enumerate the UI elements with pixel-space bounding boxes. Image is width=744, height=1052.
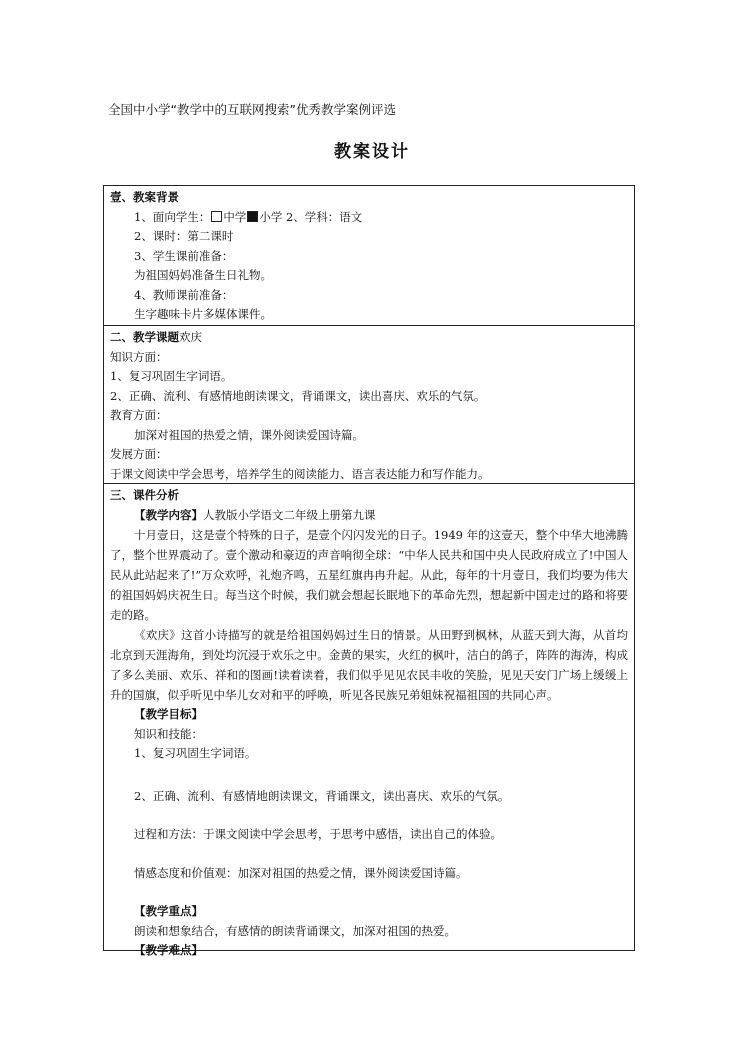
goal-item: 1、复习巩固生字词语。 [134, 746, 257, 760]
goals-subheading: 知识和技能： [134, 726, 203, 741]
topic-line: 2、正确、流利、有感情地朗读课文，背诵课文，读出喜庆、欢乐的气氛。 [110, 388, 486, 403]
section-2-topic: 欢庆 [179, 330, 202, 344]
section-topic [104, 326, 634, 484]
middle-school-label: 中学 [223, 209, 247, 224]
teacher-prep-heading: 4、教师课前准备： [134, 287, 234, 302]
key-points-label: 【教学重点】 [134, 904, 203, 918]
section-1-heading: 壹、教案背景 [110, 190, 179, 204]
topic-line: 1、复习巩固生字词语。 [110, 369, 233, 383]
primary-school-checkbox[interactable] [247, 211, 258, 222]
document-title: 教案设计 [334, 142, 410, 162]
target-students-line [110, 208, 628, 228]
difficulties-label: 【教学难点】 [134, 943, 203, 957]
teaching-content-text: 人教版小学语文二年级上册第九课 [203, 507, 376, 522]
lesson-table [103, 185, 635, 957]
topic-line: 教育方面： [110, 408, 168, 422]
section-background [104, 186, 634, 326]
middle-school-checkbox[interactable] [211, 211, 222, 222]
subject-label: 2、学科：语文 [282, 209, 363, 224]
topic-line: 加深对祖国的热爱之情，课外阅读爱国诗篇。 [134, 427, 364, 442]
student-prep-text: 为祖国妈妈准备生日礼物。 [134, 268, 272, 282]
topic-line: 发展方面： [110, 447, 168, 461]
teaching-content-line [110, 506, 628, 526]
section-3-heading: 三、课件分析 [110, 488, 179, 502]
section-2-heading [110, 328, 628, 348]
target-students-label: 1、面向学生： [134, 209, 211, 224]
topic-line: 于课文阅读中学会思考，培养学生的阅读能力、语言表达能力和写作能力。 [110, 466, 490, 481]
student-prep-heading: 3、学生课前准备： [134, 248, 234, 263]
goal-item: 2、正确、流利、有感情地朗读课文，背诵课文，读出喜庆、欢乐的气氛。 [134, 788, 510, 803]
analysis-paragraph-2: 《欢庆》这首小诗描写的就是给祖国妈妈过生日的情景。从田野到枫林，从蓝天到大海，从首均北京到天涯海角，到处均沉浸于欢乐之中。金黄的果实，火红的枫叶，洁白的鸽子，阵阵的海涛，构成了多么美丽、欢乐、祥和的图画!读着读着，我们似乎见见农民丰收的笑脸，见见天安门广场上缓缓上升的国旗，似乎听见中华儿女对和平的呼唤，听见各民族兄弟姐妹祝福祖国的共同心声。 [110, 628, 628, 702]
header-line: 全国中小学“教学中的互联网搜索”优秀教学案例评选 [108, 102, 396, 117]
goal-item: 情感态度和价值观：加深对祖国的热爱之情，课外阅读爱国诗篇。 [134, 865, 468, 880]
section-analysis [104, 484, 634, 957]
key-points-text: 朗读和想象结合，有感情的朗读背诵课文，加深对祖国的热爱。 [134, 923, 456, 938]
teacher-prep-text: 生字趣味卡片多媒体课件。 [134, 307, 272, 321]
class-hours-line: 2、课时：第二课时 [134, 229, 234, 243]
primary-school-label: 小学 [259, 209, 283, 224]
teaching-content-label: 【教学内容】 [134, 507, 203, 522]
teaching-goals-label: 【教学目标】 [134, 707, 203, 721]
section-2-heading-bold: 二、教学课题 [110, 330, 179, 344]
analysis-paragraph-1: 十月壹日，这是壹个特殊的日子，是壹个闪闪发光的日子。1949 年的这壹天，整个中华大地沸腾了，整个世界震动了。壹个激动和豪迈的声音响彻全球：“中华人民共和国中央人民政府成立了!中国人民从此站起来了!”万众欢呼，礼炮齐鸣，五星红旗冉冉升起。从此，每年的十月壹日，我们均要为伟大的祖国妈妈庆祝生日。每当这个时候，我们就会想起长眠地下的革命先烈，想起新中国走过的路和将要走的路。 [110, 528, 628, 622]
topic-line: 知识方面： [110, 349, 168, 364]
goal-item: 过程和方法：于课文阅读中学会思考，于思考中感悟，读出自己的体验。 [134, 827, 502, 841]
